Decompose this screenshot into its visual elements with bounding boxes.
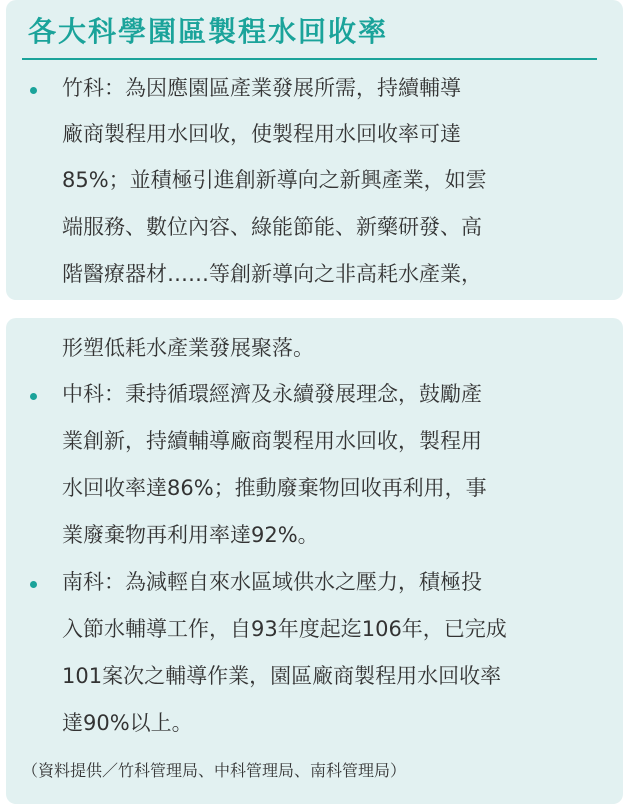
southern-line-2: 入節水輔導工作，自93年度起迄106年，已完成 xyxy=(62,617,507,641)
source-credit: （資料提供／竹科管理局、中科管理局、南科管理局） xyxy=(22,761,407,780)
central-line-2: 業創新，持續輔導廠商製程用水回收，製程用 xyxy=(62,429,482,453)
hsinchu-line-5: 階醫療器材……等創新導向之非高耗水產業， xyxy=(62,262,482,286)
bullet-icon xyxy=(30,87,37,94)
bullet-icon xyxy=(30,581,37,588)
central-line-3: 水回收率達86%；推動廢棄物回收再利用，事 xyxy=(62,476,487,500)
hsinchu-line-4: 端服務、數位內容、綠能節能、新藥研發、高 xyxy=(62,215,482,239)
hsinchu-line-6: 形塑低耗水產業發展聚落。 xyxy=(62,336,314,360)
bullet-icon xyxy=(30,393,37,400)
central-line-4: 業廢棄物再利用率達92%。 xyxy=(62,523,319,547)
central-line-1: 中科：秉持循環經濟及永續發展理念，鼓勵產 xyxy=(62,382,482,406)
page-title: 各大科學園區製程水回收率 xyxy=(28,15,389,48)
southern-line-4: 達90%以上。 xyxy=(62,711,193,735)
hsinchu-line-1: 竹科：為因應園區產業發展所需，持續輔導 xyxy=(62,76,461,100)
southern-line-3: 101案次之輔導作業，園區廠商製程用水回收率 xyxy=(62,664,502,688)
southern-line-1: 南科：為減輕自來水區域供水之壓力，積極投 xyxy=(62,570,482,594)
hsinchu-line-3: 85%；並積極引進創新導向之新興產業，如雲 xyxy=(62,168,487,192)
title-underline xyxy=(22,58,597,60)
hsinchu-line-2: 廠商製程用水回收，使製程用水回收率可達 xyxy=(62,122,461,146)
